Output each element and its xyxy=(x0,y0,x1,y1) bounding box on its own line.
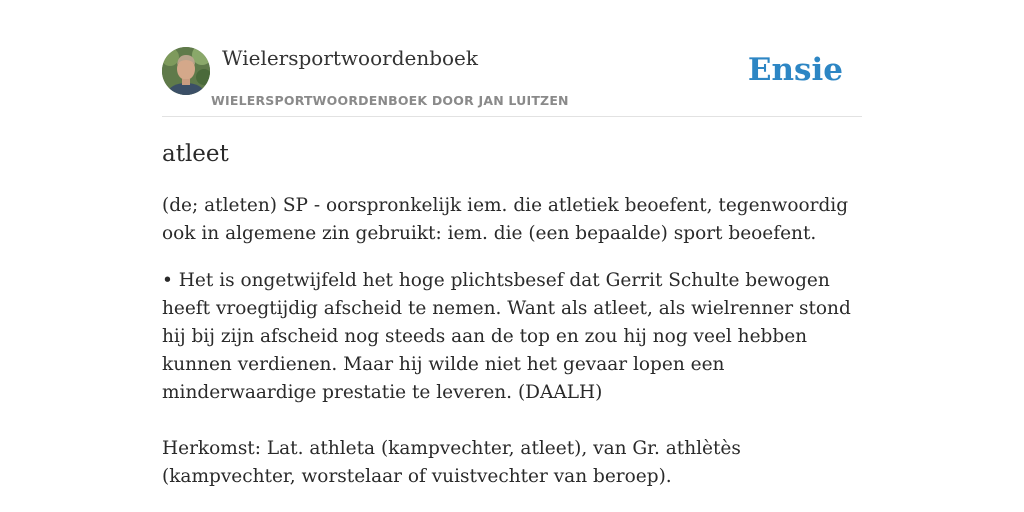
paragraph-gap xyxy=(162,407,862,435)
entry-word: atleet xyxy=(162,141,229,167)
entry-example: • Het is ongetwijfeld het hoge plichtsbesef dat Gerrit Schulte bewogen heeft vroegtijdig afscheid te nemen. Want als atleet, als wielrenner stond hij bij zijn afscheid nog steeds aan de top en zou hij nog veel hebben kunnen verdienen. Maar hij wilde niet het gevaar lopen een minderwaardige prestatie te leveren. (DAALH) xyxy=(162,270,851,403)
dictionary-title-link[interactable]: Wielersportwoordenboek xyxy=(222,46,479,70)
dictionary-header xyxy=(162,46,862,117)
entry-content xyxy=(162,138,862,491)
entry-origin: Herkomst: Lat. athleta (kampvechter, atleet), van Gr. athlètès (kampvechter, worstelaar of vuistvechter van beroep). xyxy=(162,438,741,487)
author-avatar[interactable] xyxy=(162,47,210,95)
entry-definition: (de; atleten) SP - oorspronkelijk iem. die atletiek beoefent, tegenwoordig ook in algemene zin gebruikt: iem. die (een bepaalde) sport beoefent. xyxy=(162,195,849,244)
author-photo-icon xyxy=(162,47,210,95)
dictionary-subtitle: WIELERSPORTWOORDENBOEK DOOR JAN LUITZEN xyxy=(211,93,569,108)
ensie-logo-link[interactable]: Ensie xyxy=(747,52,843,88)
